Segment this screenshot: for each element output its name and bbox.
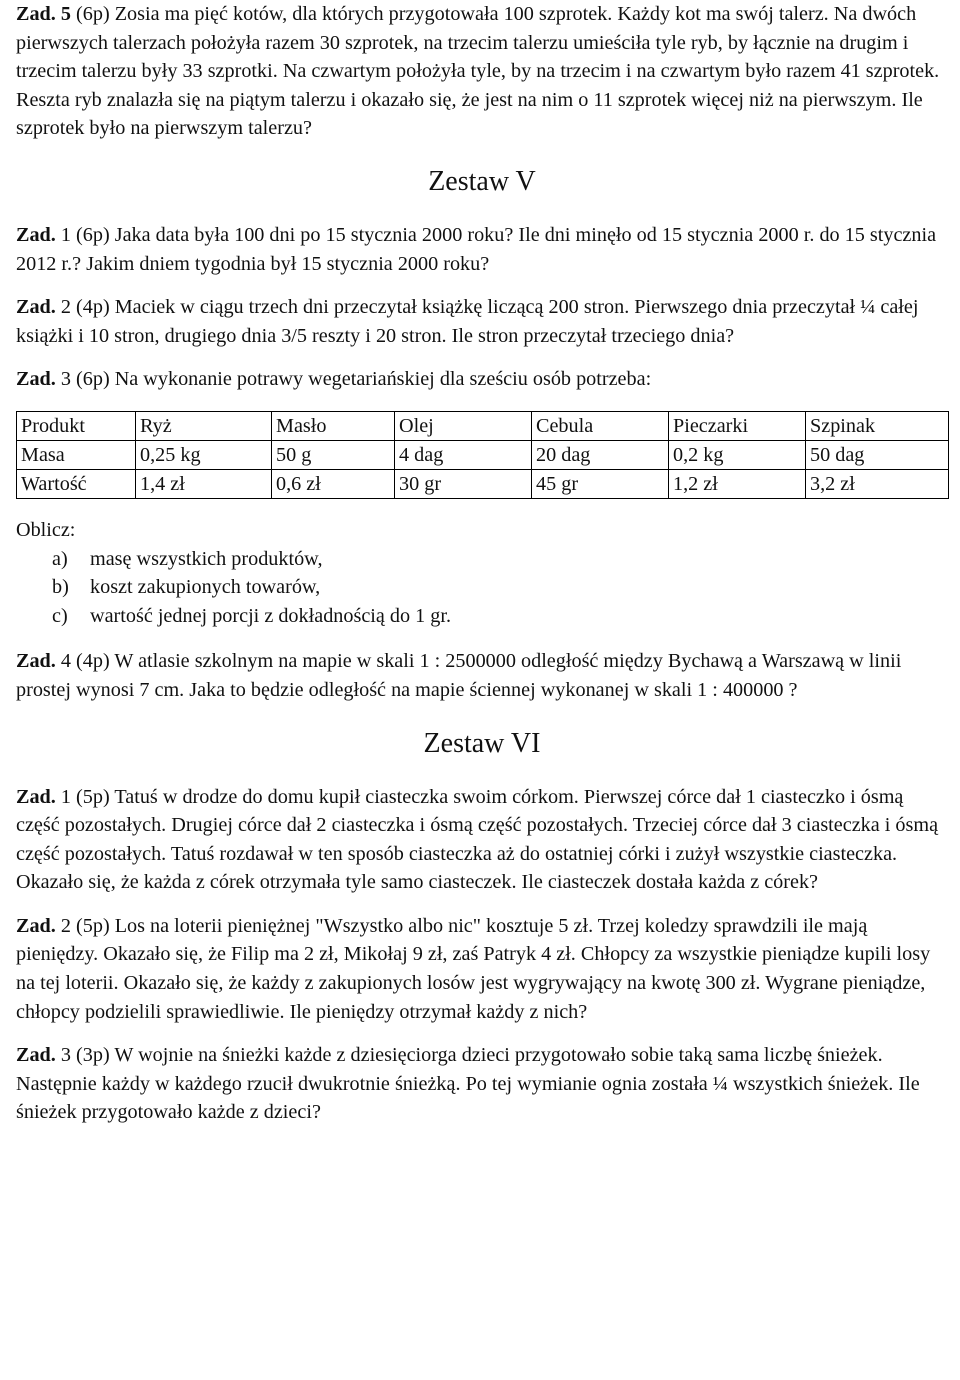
compute-label: Oblicz: — [16, 518, 76, 541]
task-1-set6 — [16, 783, 948, 897]
task-2-set5 — [16, 293, 948, 350]
table-cell: Pieczarki — [669, 411, 806, 440]
table-cell: 0,2 kg — [669, 440, 806, 469]
task-text: 1 (6p) Jaka data była 100 dni po 15 stycznia 2000 roku? Ile dni minęło od 15 stycznia 2000 r. do 15 stycznia 2012 r.? Jakim dniem tygodnia był 15 stycznia 2000 roku? — [16, 223, 937, 275]
subtask-text: koszt zakupionych towarów, — [90, 576, 321, 599]
task-5-set4 — [16, 0, 948, 143]
subtask-a — [52, 545, 948, 574]
table-cell: Cebula — [532, 411, 669, 440]
task-3-set5 — [16, 365, 948, 394]
table-cell: 0,6 zł — [272, 469, 395, 498]
task-label: Zad. — [16, 785, 56, 808]
table-row-header: Masa — [17, 440, 136, 469]
table-cell: 0,25 kg — [136, 440, 272, 469]
table-cell: 50 g — [272, 440, 395, 469]
task-label: Zad. — [16, 223, 56, 246]
table-cell: 30 gr — [395, 469, 532, 498]
table-cell: 1,4 zł — [136, 469, 272, 498]
subtask-mark: c) — [52, 604, 68, 627]
task-label: Zad. — [16, 650, 56, 673]
subtask-c — [52, 602, 948, 631]
subtask-mark: a) — [52, 547, 68, 570]
task-text: 3 (6p) Na wykonanie potrawy wegetariańskiej dla sześciu osób potrzeba: — [55, 368, 652, 391]
task-3-set6 — [16, 1041, 948, 1127]
task-label: Zad. — [16, 296, 56, 319]
ingredients-table — [16, 411, 949, 499]
task-2-set6 — [16, 912, 948, 1026]
task-4-set5 — [16, 647, 948, 704]
table-row-header: Wartość — [17, 469, 136, 498]
heading-zestaw-v: Zestaw V — [428, 165, 536, 197]
task-label: Zad. — [16, 914, 56, 937]
task-text: 1 (5p) Tatuś w drodze do domu kupił ciasteczka swoim córkom. Pierwszej córce dał 1 ciasteczko i ósmą część pozostałych. Drugiej córce dał 2 ciasteczka i ósmą część pozostałych. Trzeciej córce dał 3 ciasteczka i ósmą część pozostałych. Tatuś rozdawał w ten sposób ciasteczka aż do ostatniej córki i zużył wszystkie ciasteczka. Okazało się, że każda z córek otrzymała tyle samo ciasteczek. Ile ciasteczek dostała każda z córek? — [16, 785, 939, 894]
subtask-b — [52, 573, 948, 602]
table-cell: Szpinak — [806, 411, 949, 440]
task-text: 3 (3p) W wojnie na śnieżki każde z dziesięciorga dzieci przygotowało sobie taką sama liczbę śnieżek. Następnie każdy w każdego rzucił dwukrotnie śnieżką. Po tej wymianie ognia została ¼ wszystkich śnieżek. Ile śnieżek przygotowało każde z dzieci? — [16, 1044, 920, 1124]
table-cell: 1,2 zł — [669, 469, 806, 498]
table-cell: Olej — [395, 411, 532, 440]
table-cell: 4 dag — [395, 440, 532, 469]
subtask-mark: b) — [52, 576, 69, 599]
subtask-text: wartość jednej porcji z dokładnością do 1 gr. — [90, 604, 452, 627]
task-label: Zad. — [16, 1044, 56, 1067]
table-cell: 20 dag — [532, 440, 669, 469]
task-label: Zad. — [16, 368, 56, 391]
table-row-header: Produkt — [17, 411, 136, 440]
table-cell: Ryż — [136, 411, 272, 440]
table-row — [17, 469, 949, 498]
task-text: 2 (5p) Los na loterii pieniężnej "Wszystko albo nic" kosztuje 5 zł. Trzej koledzy sprawdzili ile mają pieniędzy. Okazało się, że Filip ma 2 zł, Mikołaj 9 zł, zaś Patryk 4 zł. Chłopcy za wszystkie pieniądze kupili losy na tej loterii. Okazało się, że każdy z zakupionych losów jest wygrywający na kwotę 300 zł. Wygrane pieniądze, chłopcy podzielili sprawiedliwie. Ile pieniędzy otrzymał każdy z nich? — [16, 914, 931, 1023]
table-cell: 3,2 zł — [806, 469, 949, 498]
task-label: Zad. 5 — [16, 3, 71, 25]
table-row — [17, 440, 949, 469]
task-text: (6p) Zosia ma pięć kotów, dla których przygotowała 100 szprotek. Każdy kot ma swój talerz. Na dwóch pierwszych talerzach położyła razem 30 szprotek, na trzecim talerzu umieściła tyle ryb, by łącznie na drugim i trzecim talerzu były 33 szprotki. Na czwartym położyła tyle, by na trzecim i na czwartym było razem 41 szprotek. Reszta ryb znalazła się na piątym talerzu i okazało się, że jest na nim o 11 szprotek więcej niż na pierwszym. Ile szprotek było na pierwszym talerzu? — [16, 3, 940, 140]
subtask-text: masę wszystkich produktów, — [90, 547, 323, 570]
table-row — [17, 411, 949, 440]
table-cell: 45 gr — [532, 469, 669, 498]
subtask-list — [16, 545, 948, 631]
table-cell: Masło — [272, 411, 395, 440]
task-1-set5 — [16, 221, 948, 278]
heading-zestaw-vi: Zestaw VI — [423, 727, 541, 759]
task-text: 2 (4p) Maciek w ciągu trzech dni przeczytał książkę liczącą 200 stron. Pierwszego dnia przeczytał ¼ całej książki i 10 stron, drugiego dnia 3/5 reszty i 20 stron. Ile stron przeczytał trzeciego dnia? — [16, 296, 919, 347]
task-text: 4 (4p) W atlasie szkolnym na mapie w skali 1 : 2500000 odległość między Bychawą a Warszawą w linii prostej wynosi 7 cm. Jaka to będzie odległość na mapie ściennej wykonanej w skali 1 : 400000 ? — [16, 650, 902, 701]
table-cell: 50 dag — [806, 440, 949, 469]
